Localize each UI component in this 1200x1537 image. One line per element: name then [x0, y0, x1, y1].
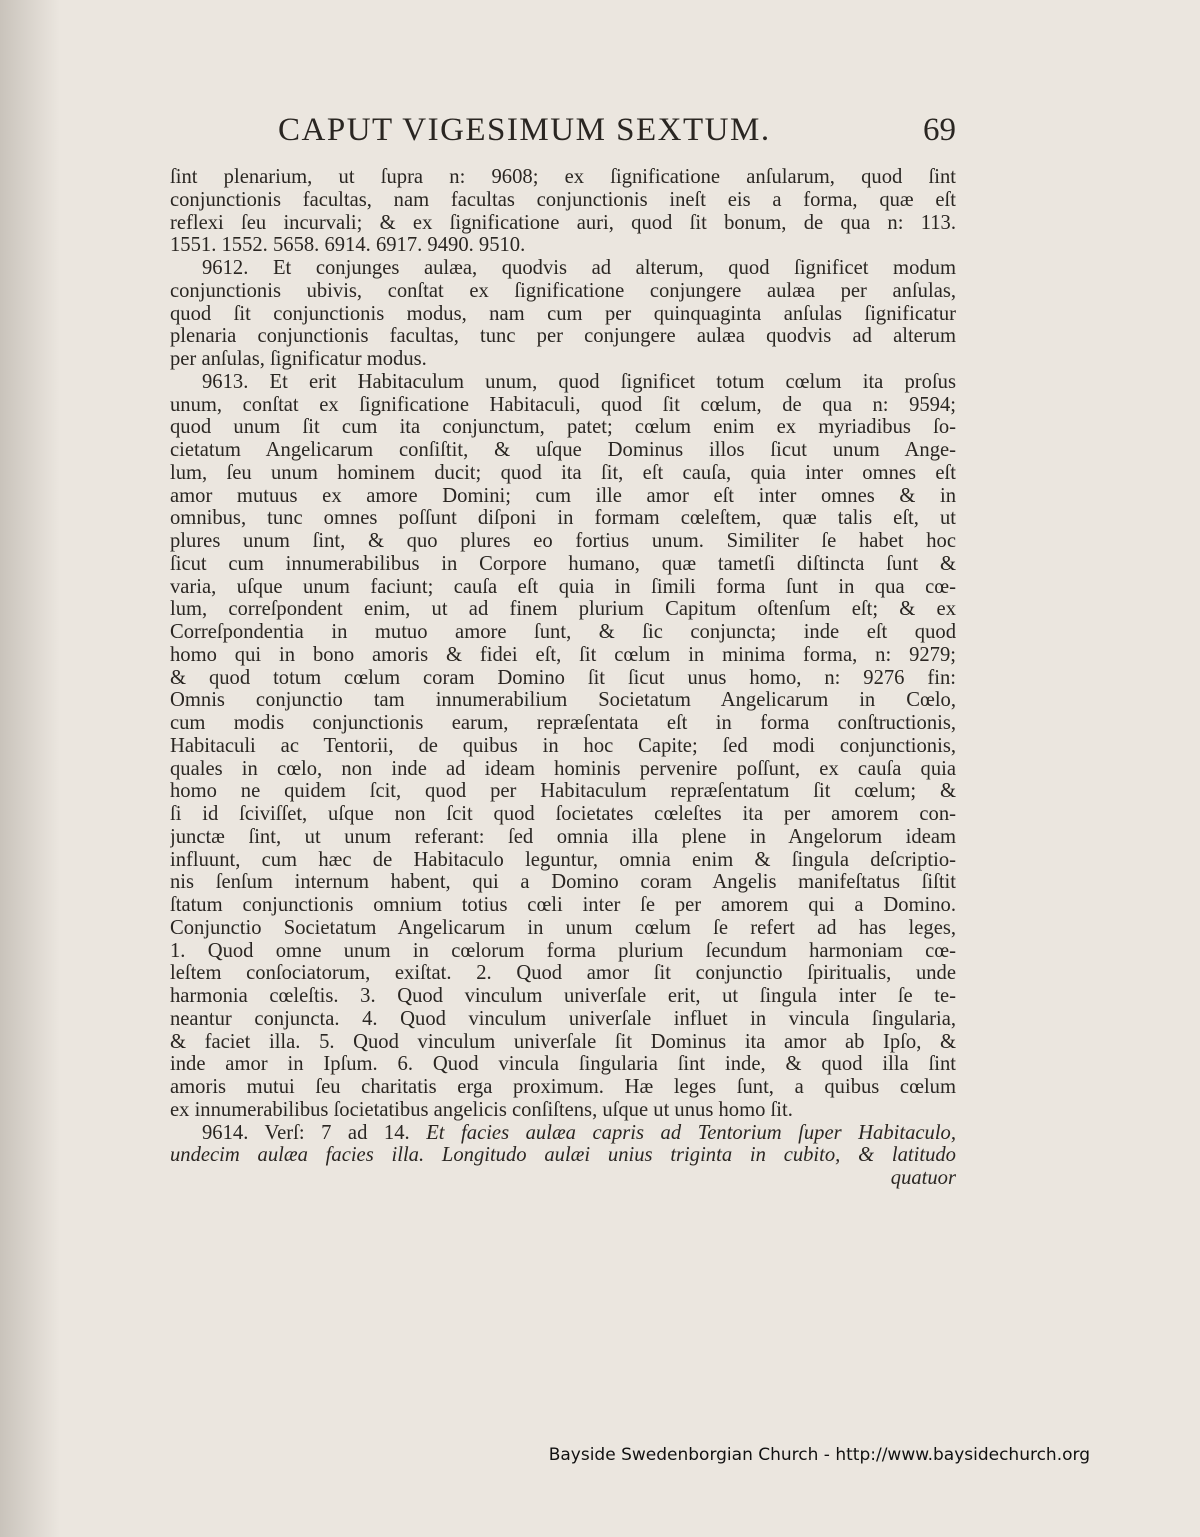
text-line: junctæ ſint, ut unum referant: ſed omnia illa plene in Angelorum ideam — [170, 825, 956, 848]
text-line: reflexi ſeu incurvali; & ex ſignificatione auri, quod ſit bonum, de qua n: 113. — [170, 211, 956, 234]
text-line: 1551. 1552. 5658. 6914. 6917. 9490. 9510. — [170, 234, 526, 257]
text-line: quod unum ſit cum ita conjunctum, patet; cœlum enim ex myriadibus ſo- — [170, 416, 956, 439]
text-line: ſi id ſciviſſet, uſque non ſcit quod ſocietates cœleſtes ita per amorem con- — [170, 803, 956, 825]
page-header — [170, 112, 956, 160]
text-line: amoris mutui ſeu charitatis erga proximum. Hæ leges ſunt, a quibus cœlum — [170, 1076, 956, 1098]
text-line: Conjunctio Societatum Angelicarum in unum cœlum ſe refert ad has leges, — [170, 916, 956, 939]
catchword: quatuor — [890, 1167, 956, 1189]
paragraph-9612-start: 9612. Et conjunges aulæa, quodvis ad alterum, quod ſignificet modum — [202, 257, 956, 279]
page-number: 69 — [923, 112, 956, 148]
paragraph-9613-start: 9613. Et erit Habitaculum unum, quod ſignificet totum cœlum ita proſus — [202, 370, 956, 393]
text-line: ſint plenarium, ut ſupra n: 9608; ex ſignificatione anſularum, quod ſint — [170, 166, 956, 188]
paragraph-9614-start — [170, 1122, 956, 1145]
page-gutter-shadow — [0, 0, 60, 1537]
text-line: leſtem conſociatorum, exiſtat. 2. Quod amor ſit conjunctio ſpiritualis, unde — [170, 962, 956, 985]
text-line: plenaria conjunctionis facultas, tunc per conjungere aulæa quodvis ad alterum — [170, 325, 956, 348]
text-line: quales in cœlo, non inde ad ideam hominis pervenire poſſunt, ex cauſa quia — [170, 757, 956, 780]
text-line: ex innumerabilibus ſocietatibus angelicis conſiſtens, uſque ut unus homo ſit. — [170, 1098, 793, 1121]
text-line: cietatum Angelicarum conſiſtit, & uſque Dominus illos ſicut unum Ange- — [170, 439, 956, 461]
text-line: harmonia cœleſtis. 3. Quod vinculum univerſale erit, ut ſingula inter ſe te- — [170, 985, 956, 1007]
text-line: neantur conjuncta. 4. Quod vinculum univerſale influet in vincula ſingularia, — [170, 1007, 956, 1030]
text-line: varia, uſque unum faciunt; cauſa eſt quia in ſimili forma ſunt in qua cœ- — [170, 575, 956, 598]
text-line: influunt, cum hæc de Habitaculo leguntur, omnia enim & ſingula deſcriptio- — [170, 848, 956, 871]
scripture-quote: undecim aulæa facies illa. — [170, 1144, 425, 1167]
source-watermark: Bayside Swedenborgian Church - http://www.baysidechurch.org — [548, 1445, 1090, 1465]
text-line: quod ſit conjunctionis modus, nam cum per quinquaginta anſulas ſignificatur — [170, 302, 956, 325]
text-line: lum, correſpondent enim, ut ad finem plurium Capitum oſtenſum eſt; & ex — [170, 598, 956, 621]
text-line: ſtatum conjunctionis omnium totius cœli inter ſe per amorem qui a Domino. — [170, 894, 956, 916]
running-head: CAPUT VIGESIMUM SEXTUM. — [278, 112, 771, 148]
body-text — [170, 166, 956, 1190]
text-line: Habitaculi ac Tentorii, de quibus in hoc Capite; ſed modi conjunctionis, — [170, 734, 956, 757]
verse-reference: 9614. Verſ: 7 ad 14. — [202, 1121, 427, 1144]
scripture-quote: Et facies aulæa capris ad Tentorium ſuper Habitaculo, — [426, 1121, 956, 1144]
text-line: amor mutuus ex amore Domini; cum ille amor eſt inter omnes & in — [170, 484, 956, 507]
text-line: omnibus, tunc omnes poſſunt diſponi in formam cœleſtem, quæ talis eſt, ut — [170, 507, 956, 530]
text-line: ſicut cum innumerabilibus in Corpore humano, quæ tametſi diſtincta ſunt & — [170, 552, 956, 575]
text-line: conjunctionis facultas, nam facultas conjunctionis ineſt eis a forma, quæ eſt — [170, 188, 956, 211]
text-line: conjunctionis ubivis, conſtat ex ſignificatione conjungere aulæa per anſulas, — [170, 279, 956, 302]
text-line: per anſulas, ſignificatur modus. — [170, 348, 427, 370]
text-line: & quod totum cœlum coram Domino ſit ſicut unus homo, n: 9276 fin: — [170, 666, 956, 689]
text-line: Omnis conjunctio tam innumerabilium Societatum Angelicarum in Cœlo, — [170, 689, 956, 712]
text-line: Correſpondentia in mutuo amore ſunt, & ſic conjuncta; inde eſt quod — [170, 621, 956, 643]
text-line: 1. Quod omne unum in cœlorum forma plurium ſecundum harmoniam cœ- — [170, 939, 956, 962]
text-line: plures unum ſint, & quo plures eo fortius unum. Similiter ſe habet hoc — [170, 530, 956, 552]
text-line: unum, conſtat ex ſignificatione Habitaculi, quod ſit cœlum, de qua n: 9594; — [170, 393, 956, 416]
text-line: homo qui in bono amoris & fidei eſt, ſit cœlum in minima forma, n: 9279; — [170, 643, 956, 666]
text-line: & faciet illa. 5. Quod vinculum univerſale ſit Dominus ita amor ab Ipſo, & — [170, 1030, 956, 1053]
scripture-quote: Longitudo aulæi unius triginta in cubito, & latitudo — [424, 1144, 956, 1167]
text-line — [170, 1144, 956, 1167]
text-line: inde amor in Ipſum. 6. Quod vincula ſingularia ſint inde, & quod illa ſint — [170, 1053, 956, 1076]
text-line: cum modis conjunctionis earum, repræſentata eſt in forma conſtructionis, — [170, 712, 956, 734]
text-line: homo ne quidem ſcit, quod per Habitaculum repræſentatum ſit cœlum; & — [170, 780, 956, 803]
text-line: nis ſenſum internum habent, qui a Domino coram Angelis manifeſtatus ſiſtit — [170, 871, 956, 894]
text-line: lum, ſeu unum hominem ducit; quod ita ſit, eſt cauſa, quia inter omnes eſt — [170, 461, 956, 484]
